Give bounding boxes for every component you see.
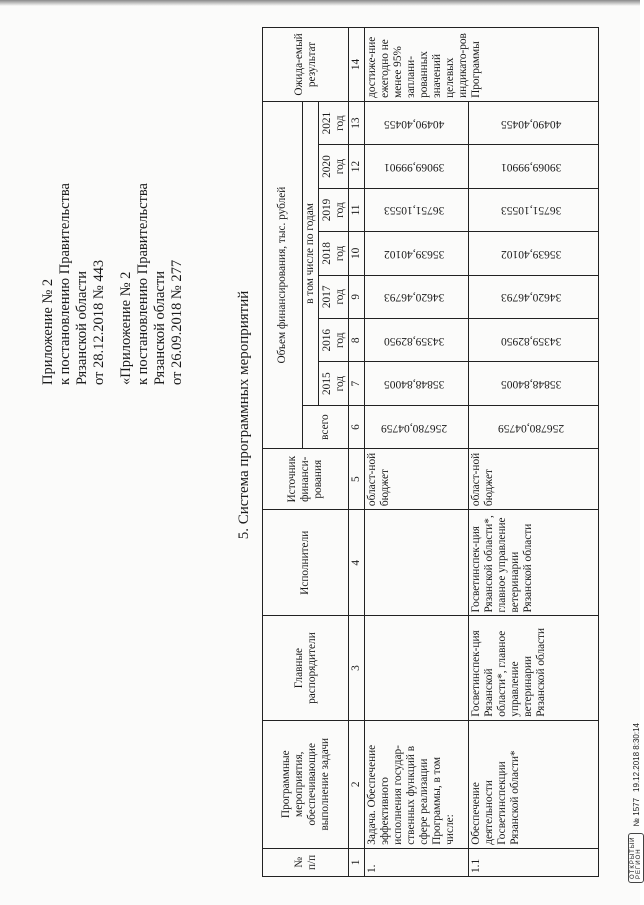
- col-number: 3: [349, 616, 365, 720]
- col-number: 6: [349, 405, 365, 448]
- row-measure: Обеспечение деятельности Госветинспекции Рязанской области*: [469, 720, 599, 848]
- row-2020: 39069,99901: [501, 161, 562, 174]
- col-number: 4: [349, 510, 365, 616]
- header-total: всего: [303, 405, 349, 448]
- row-manager: [365, 616, 469, 720]
- annex-old-block: [118, 183, 186, 385]
- footer: [628, 723, 644, 883]
- annex-new-line1: Приложение № 2: [40, 278, 56, 385]
- header-result: Ожида-емый результат: [263, 28, 349, 102]
- row-2019: 36751,10553: [384, 204, 445, 217]
- col-number: 13: [349, 101, 365, 144]
- row-2018: 35639,40102: [384, 247, 445, 260]
- col-number: 7: [349, 362, 365, 405]
- header-executors: Исполнители: [263, 510, 349, 616]
- stamp-line2: РЕГИОН: [636, 848, 642, 879]
- measures-table: [262, 27, 599, 877]
- row-2020: 39069,99901: [384, 161, 445, 174]
- col-number: 8: [349, 319, 365, 362]
- table-row: [469, 28, 599, 877]
- row-2016: 34359,82950: [501, 334, 562, 347]
- row-source: област-ной бюджет: [365, 449, 469, 510]
- section-heading: 5. Система программных мероприятий: [236, 290, 252, 540]
- header-num: № п/п: [263, 848, 349, 876]
- header-year-2015: 2015 год: [319, 362, 349, 405]
- col-number: 11: [349, 188, 365, 231]
- annex-new-line3: Рязанской области: [74, 271, 90, 385]
- annex-old-line1: «Приложение № 2: [118, 271, 134, 385]
- col-number: 1: [349, 848, 365, 876]
- row-executor: [365, 510, 469, 616]
- header-year-2021: 2021 год: [319, 101, 349, 144]
- row-2021: 40490,40455: [501, 117, 562, 130]
- row-2019: 36751,10553: [501, 204, 562, 217]
- annex-new-block: [40, 183, 108, 385]
- annex-new-line4: от 28.12.2018 № 443: [91, 259, 107, 385]
- header-by-years: в том числе по годам: [303, 101, 319, 405]
- row-executor: Госветинспек-ция Рязанской области*, главное управление ветеринарии Рязанской области: [469, 510, 599, 616]
- stamp-line1: ОТКРЫТЫЙ: [630, 836, 636, 879]
- row-2015: 35848,84005: [384, 378, 445, 391]
- col-number: 5: [349, 449, 365, 510]
- doc-datetime: 19.12.2018 8:30:14: [631, 723, 641, 792]
- header-volume: Объем финансирования, тыс. рублей: [263, 101, 303, 448]
- row-num: 1.: [365, 848, 469, 876]
- row-2017: 34620,46793: [501, 291, 562, 304]
- doc-number: № 1577: [631, 797, 641, 827]
- region-stamp: [628, 833, 644, 883]
- row-2015: 35848,84005: [501, 378, 562, 391]
- header-source: Источник финанси-рования: [263, 449, 349, 510]
- row-result: достиже-ние ежегодно не менее 95% заплани-рованных значений целевых индикато-ров Программы: [365, 28, 599, 102]
- header-year-2017: 2017 год: [319, 275, 349, 318]
- annex-new-line2: к постановлению Правительства: [57, 183, 73, 385]
- row-manager: Госветинспек-ция Рязанской области*, главное управление ветеринарии Рязанской области: [469, 616, 599, 720]
- col-number: 10: [349, 232, 365, 275]
- row-2018: 35639,40102: [501, 247, 562, 260]
- row-2016: 34359,82950: [384, 334, 445, 347]
- col-number: 2: [349, 720, 365, 848]
- annex-old-line4: от 26.09.2018 № 277: [169, 259, 185, 385]
- row-2017: 34620,46793: [384, 291, 445, 304]
- row-source: област-ной бюджет: [469, 449, 599, 510]
- row-total: 256780,04759: [381, 421, 448, 434]
- annex-old-line3: Рязанской области: [152, 271, 168, 385]
- col-number: 9: [349, 275, 365, 318]
- col-number: 14: [349, 28, 365, 102]
- header-managers: Главные распорядители: [263, 616, 349, 720]
- col-number: 12: [349, 145, 365, 188]
- row-total: 256780,04759: [498, 421, 565, 434]
- row-num: 1.1: [469, 848, 599, 876]
- header-year-2016: 2016 год: [319, 319, 349, 362]
- row-2021: 40490,40455: [384, 117, 445, 130]
- header-measures: Программные мероприятия, обеспечивающие выполнение задачи: [263, 720, 349, 848]
- header-year-2019: 2019 год: [319, 188, 349, 231]
- table-row: [365, 28, 469, 877]
- row-measure: Задача. Обеспечение эффективного исполнения государ-ственных функций в сфере реализации Программы, в том числе:: [365, 720, 469, 848]
- header-year-2018: 2018 год: [319, 232, 349, 275]
- header-year-2020: 2020 год: [319, 145, 349, 188]
- annex-old-line2: к постановлению Правительства: [135, 183, 151, 385]
